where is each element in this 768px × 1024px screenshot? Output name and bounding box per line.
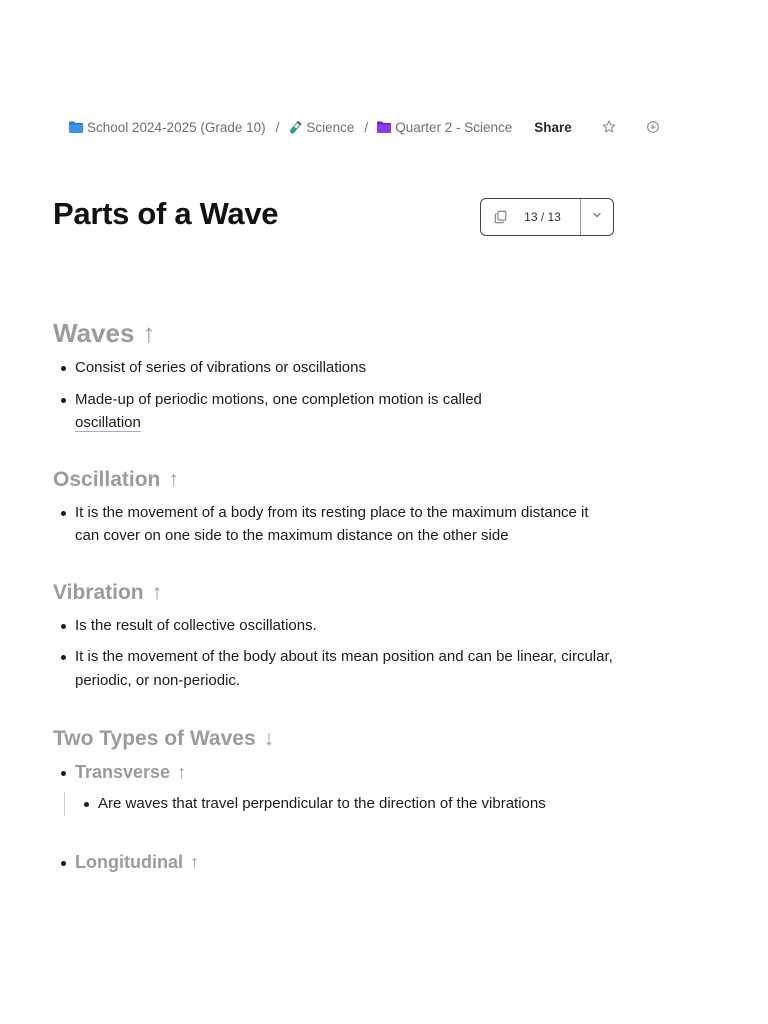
heading-transverse-text: Transverse xyxy=(75,762,171,782)
types-list xyxy=(53,758,613,786)
arrow-up-icon[interactable]: ↑ xyxy=(168,467,179,491)
page-counter: 13 / 13 xyxy=(524,210,561,224)
heading-types xyxy=(53,724,613,754)
breadcrumb-item-quarter[interactable] xyxy=(376,120,512,135)
types-list-2 xyxy=(53,848,613,876)
arrow-up-icon[interactable]: ↑ xyxy=(189,851,199,872)
breadcrumb-separator: / xyxy=(275,119,280,135)
breadcrumb xyxy=(68,116,668,138)
page-title: Parts of a Wave xyxy=(53,196,279,231)
add-circle-icon[interactable] xyxy=(644,118,662,136)
document-content xyxy=(53,316,613,884)
list-item-text: Consist of series of vibrations or oscillations xyxy=(75,359,366,376)
oscillation-list xyxy=(53,501,613,548)
page-counter-button[interactable] xyxy=(481,199,581,235)
page-dropdown-button[interactable] xyxy=(581,199,613,235)
list-item xyxy=(53,388,613,435)
arrow-up-icon[interactable]: ↑ xyxy=(177,762,187,782)
page-switcher xyxy=(480,198,614,236)
list-item-text: Made-up of periodic motions, one completion motion is called xyxy=(75,390,482,408)
share-button[interactable]: Share xyxy=(534,119,572,135)
breadcrumb-label-school: School 2024-2025 (Grade 10) xyxy=(87,119,266,135)
arrow-up-icon[interactable]: ↑ xyxy=(151,580,163,604)
chevron-down-icon xyxy=(591,208,603,226)
list-item-text: Is the result of collective oscillations. xyxy=(75,616,317,634)
vibration-list xyxy=(53,614,613,693)
heading-transverse xyxy=(75,758,186,786)
section-waves xyxy=(53,316,613,435)
section-types xyxy=(53,724,613,876)
breadcrumb-item-school[interactable] xyxy=(68,120,266,135)
heading-oscillation-text: Oscillation xyxy=(53,467,161,491)
breadcrumb-separator: / xyxy=(364,119,369,135)
heading-waves xyxy=(53,316,613,350)
copy-pages-icon xyxy=(494,210,508,224)
transverse-content xyxy=(64,792,613,816)
folder-purple-icon xyxy=(376,120,392,134)
section-oscillation xyxy=(53,465,613,548)
list-item xyxy=(53,356,613,380)
star-icon[interactable] xyxy=(600,118,618,136)
waves-list xyxy=(53,356,613,435)
heading-waves-text: Waves xyxy=(53,318,135,348)
breadcrumb-label-science: Science xyxy=(306,119,355,135)
heading-vibration xyxy=(53,578,613,608)
section-vibration xyxy=(53,578,613,693)
list-item-text: It is the movement of a body from its resting place to the maximum distance it can cover on one side to the maximum distance on the other side xyxy=(75,503,589,544)
folder-blue-icon xyxy=(68,120,84,134)
heading-longitudinal xyxy=(75,848,199,876)
heading-types-text: Two Types of Waves xyxy=(53,727,256,750)
list-item-transverse xyxy=(53,758,613,786)
arrow-up-icon[interactable]: ↑ xyxy=(142,318,156,348)
list-item xyxy=(76,792,613,816)
list-item xyxy=(53,645,613,692)
heading-vibration-text: Vibration xyxy=(53,580,144,604)
breadcrumb-item-science[interactable] xyxy=(287,120,354,135)
transverse-list xyxy=(76,792,613,816)
arrow-down-icon[interactable]: ↓ xyxy=(263,727,275,750)
list-item-text: Are waves that travel perpendicular to the direction of the vibrations xyxy=(98,795,546,812)
heading-oscillation xyxy=(53,465,613,495)
heading-longitudinal-text: Longitudinal xyxy=(75,851,183,872)
breadcrumb-label-quarter: Quarter 2 - Science xyxy=(395,119,513,135)
list-item-longitudinal xyxy=(53,848,613,876)
oscillation-link[interactable]: oscillation xyxy=(75,414,141,431)
list-item xyxy=(53,614,613,638)
test-tube-icon xyxy=(287,120,303,134)
list-item xyxy=(53,501,613,548)
list-item-text: It is the movement of the body about its mean position and can be linear, circular, periodic, or non-periodic. xyxy=(75,648,613,689)
